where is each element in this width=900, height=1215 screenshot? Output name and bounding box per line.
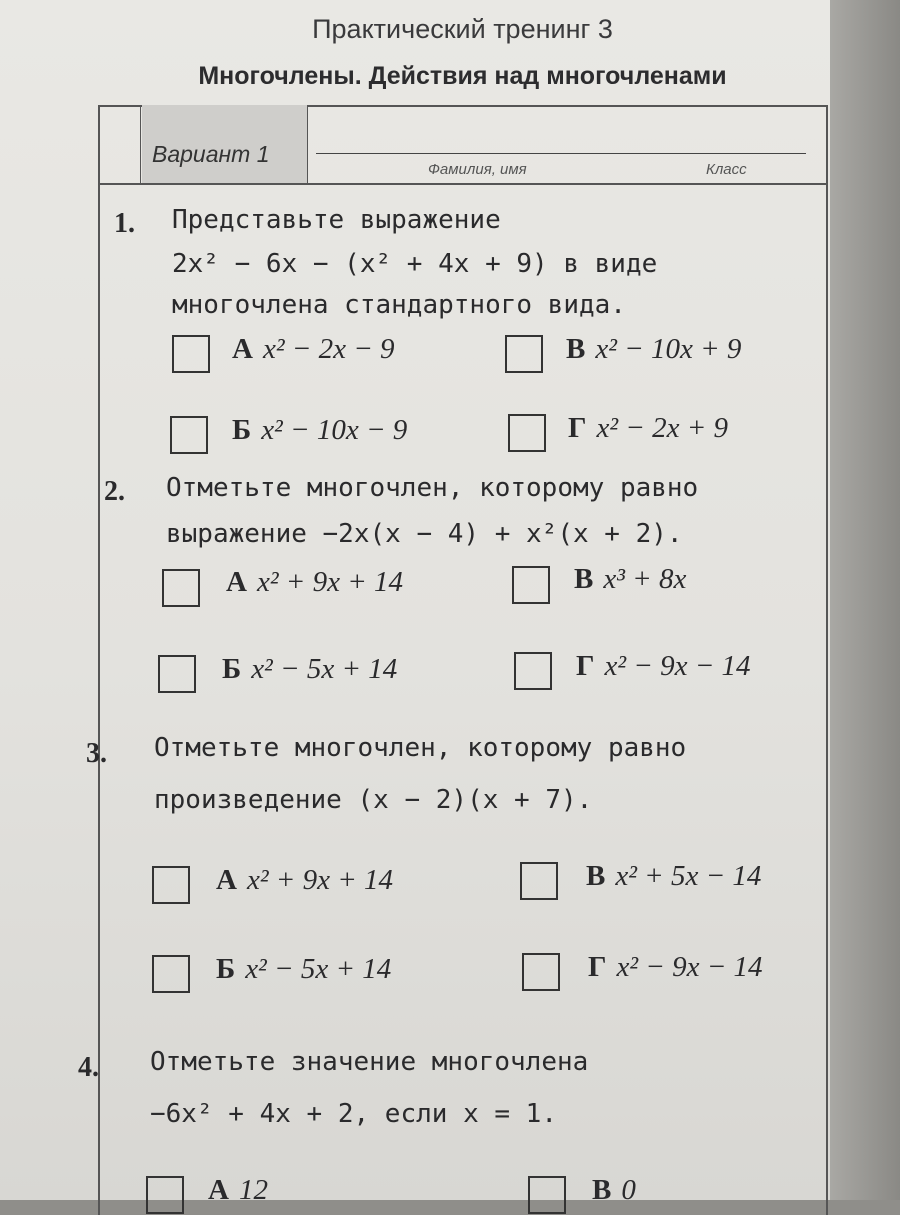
question-line: многочлена стандартного вида. [172, 290, 626, 320]
answer-checkbox-v[interactable] [512, 566, 550, 604]
answer-option-a [208, 1174, 268, 1207]
answer-checkbox-g[interactable] [508, 414, 546, 452]
option-expression: x² − 2x + 9 [596, 412, 729, 444]
option-letter: Б [232, 414, 252, 446]
option-letter: А [208, 1174, 229, 1206]
question-line: Отметьте многочлен, которому равно [166, 473, 699, 503]
answer-option-a [216, 864, 393, 897]
answer-option-g [576, 650, 751, 683]
answer-checkbox-v[interactable] [505, 335, 543, 373]
answer-option-b [232, 414, 407, 447]
option-expression: 0 [621, 1174, 636, 1206]
answer-checkbox-a[interactable] [146, 1176, 184, 1214]
question-number: 3. [86, 738, 107, 769]
topic-title: Многочлены. Действия над многочленами [198, 62, 727, 90]
answer-checkbox-a[interactable] [172, 335, 210, 373]
answer-checkbox-g[interactable] [514, 652, 552, 690]
table-background [830, 0, 900, 1200]
option-letter: А [226, 566, 247, 598]
option-letter: Б [222, 653, 242, 685]
answer-option-v [574, 563, 686, 596]
variant-corner-cell [98, 105, 141, 183]
option-expression: x² + 9x + 14 [256, 566, 404, 598]
question-line: Представьте выражение [172, 205, 501, 235]
option-expression: x³ + 8x [603, 563, 687, 595]
training-title: Практический тренинг 3 [312, 14, 613, 44]
option-letter: А [232, 333, 253, 365]
option-letter: В [566, 333, 586, 365]
option-expression: x² − 10x − 9 [261, 414, 408, 446]
option-letter: Г [568, 412, 587, 444]
class-caption: Класс [706, 161, 747, 178]
answer-checkbox-a[interactable] [152, 866, 190, 904]
answer-checkbox-b[interactable] [170, 416, 208, 454]
answer-option-a [232, 333, 395, 366]
answer-option-g [588, 951, 763, 984]
option-expression: x² − 2x − 9 [262, 333, 395, 365]
question-line: 2x² − 6x − (x² + 4x + 9) в виде [172, 249, 658, 279]
option-expression: x² − 5x + 14 [245, 953, 392, 985]
question-number: 1. [114, 208, 135, 239]
name-caption: Фамилия, имя [428, 161, 527, 178]
option-expression: x² − 9x − 14 [604, 650, 751, 682]
answer-checkbox-v[interactable] [528, 1176, 566, 1214]
question-number: 2. [104, 476, 125, 507]
option-expression: 12 [238, 1174, 268, 1206]
option-expression: x² − 5x + 14 [251, 653, 398, 685]
answer-option-v [566, 333, 741, 366]
option-expression: x² − 10x + 9 [595, 333, 742, 365]
answer-option-b [216, 953, 391, 986]
answer-option-v [586, 860, 761, 893]
answer-checkbox-a[interactable] [162, 569, 200, 607]
option-letter: В [574, 563, 594, 595]
question-line: выражение −2x(x − 4) + x²(x + 2). [166, 519, 683, 549]
option-expression: x² + 9x + 14 [246, 864, 394, 896]
answer-option-g [568, 412, 728, 445]
answer-checkbox-v[interactable] [520, 862, 558, 900]
question-line: произведение (x − 2)(x + 7). [154, 785, 593, 815]
option-letter: Г [588, 951, 607, 983]
variant-label: Вариант 1 [152, 141, 270, 167]
option-letter: А [216, 864, 237, 896]
answer-checkbox-g[interactable] [522, 953, 560, 991]
question-line: Отметьте значение многочлена [150, 1047, 589, 1077]
question-line: Отметьте многочлен, которому равно [154, 733, 687, 763]
answer-option-b [222, 653, 397, 686]
option-expression: x² + 5x − 14 [615, 860, 762, 892]
answer-checkbox-b[interactable] [158, 655, 196, 693]
option-expression: x² − 9x − 14 [616, 951, 763, 983]
option-letter: В [586, 860, 606, 892]
name-write-line [316, 153, 806, 154]
option-letter: В [592, 1174, 612, 1206]
option-letter: Б [216, 953, 236, 985]
answer-option-a [226, 566, 403, 599]
variant-header-row [98, 105, 828, 185]
option-letter: Г [576, 650, 595, 682]
answer-option-v [592, 1174, 636, 1207]
question-number: 4. [78, 1052, 99, 1083]
question-line: −6x² + 4x + 2, если x = 1. [150, 1099, 557, 1129]
answer-checkbox-b[interactable] [152, 955, 190, 993]
